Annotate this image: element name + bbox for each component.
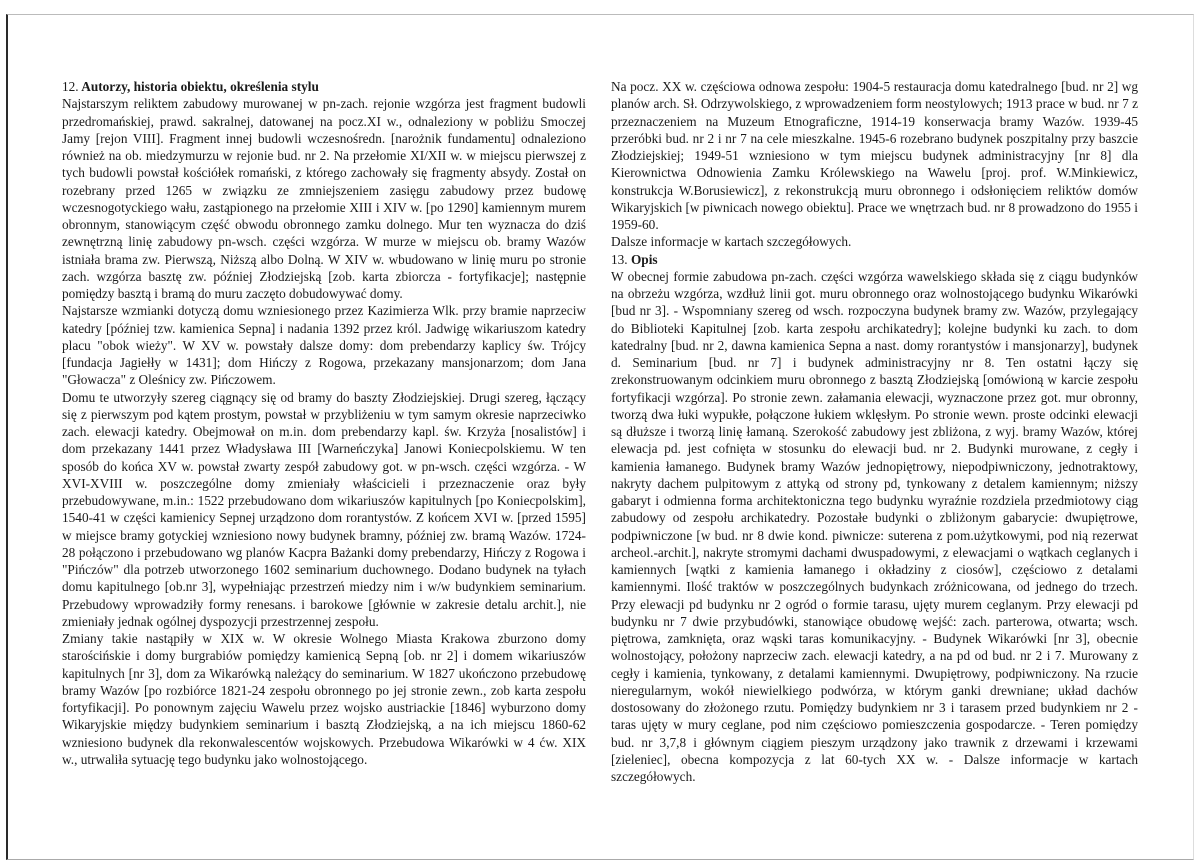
section-13-number: 13. [611, 251, 628, 267]
section-13-title: Opis [630, 251, 658, 267]
left-paragraph-4: Zmiany takie nastąpiły w XIX w. W okresie Wolnego Miasta Krakowa zburzono domy starościńskie i domy burgrabiów pomiędzy kamienicą Sepną [ob. nr 2] i domem wikariuszów kapitulnych [nr 3], dom za Wikarówką należący do seminarium. W 1827 ukończono przebudowę bramy Wazów [po rozbiórce 1821-24 zespołu obronnego po jej stronie zewn., zob karta zespołu fortyfikacji]. Po ponownym zajęciu Wawelu przez wojsko austriackie [1846] wyburzono domy Wikaryjskie między budynkiem seminarium i basztą Złodziejską, a na ich miejscu 1860-62 wzniesiono budynek dla rekonwalescentów wojskowych. Przebudowa Wikarówki w 4 ćw. XIX w., utrwaliła sytuację tego budynku jako wolnostojącego. [62, 631, 586, 767]
left-column [62, 78, 586, 768]
right-paragraph-2: Dalsze informacje w kartach szczegółowych. [611, 234, 852, 250]
right-paragraph-1: Na pocz. XX w. częściowa odnowa zespołu: 1904-5 restauracja domu katedralnego [bud. nr 2] wg planów arch. Sł. Odrzywolskiego, z wprowadzeniem form neostylowych; 1913 prace w bud. nr 7 z przeznaczeniem na Muzeum Etnograficzne, 1914-19 konserwacja bramy Wazów. 1939-45 przeróbki bud. nr 2 i nr 7 na cele mieszkalne. 1945-6 rozebrano budynek poszpitalny przy baszcie Złodziejskiej; 1949-51 wzniesiono w tym miejscu budynek administracyjny [nr 8] dla Kierownictwa Odnowienia Zamku Królewskiego na Wawelu [proj. prof. W.Minkiewicz, konstrukcja W.Borusiewicz], z rekonstrukcją muru obronnego i odsłonięciem reliktów domów Wikaryjskich [w piwnicach nowego obiektu]. Prace we wnętrzach bud. nr 8 prowadzono do 1955 i 1959-60. [611, 79, 1138, 232]
left-paragraph-2: Najstarsze wzmianki dotyczą domu wzniesionego przez Kazimierza Wlk. przy bramie naprzeciw katedry [później tzw. kamienica Sepna] i nadania 1392 przez król. Jadwigę wikariuszom katedry placu "obok wieży". W XV w. powstały dalsze domy: dom prebendarzy kaplicy św. Trójcy [fundacja Jagiełły w 1431]; dom Hińczy z Rogowa, przekazany mansjonarzom; dom Jana "Głowacza" z Oleśnicy zw. Pińczowem. [62, 303, 586, 388]
right-paragraph-3: W obecnej formie zabudowa pn-zach. części wzgórza wawelskiego składa się z ciągu budynków na obrzeżu wzgórza, wzdłuż linii got. muru obronnego oraz wolnostojącego budynku Wikarówki [bud nr 3]. - Wspomniany szereg od wsch. rozpoczyna budynek bramy zw. Wazów, przylegający do Biblioteki Kapitulnej [zob. karta zespołu archikatedry]; kolejne budynki ku zach. to dom katedralny [bud. nr 2, dawna kamienica Sepna a nast. domy rorantystów i mansjonarzy], budynek d. Seminarium [bud. nr 7] i budynek administracyjny nr 8. Ten ostatni łączy się zrekonstruowanym odcinkiem muru obronnego z basztą Złodziejską [omówioną w karcie zespołu fortyfikacji wzgórza]. Po stronie zewn. załamania elewacji, wyznaczone przez got. mur obronny, tworzą dwa łuki wypukłe, połączone łukiem wklęsłym. Po stronie wewn. proste odcinki elewacji są dłuższe i tworzą linię łamaną. Szerokość zabudowy jest zbliżona, z wyj. bramy Wazów, której elewacja pd. jest cofnięta w stosunku do elewacji bud. nr 2. Budynki murowane, z cegły i kamienia łamanego. Budynek bramy Wazów jednopiętrowy, niepodpiwniczony, jednotraktowy, nakryty dachem pulpitowym z attyką od strony pd, tynkowany z detalem kamiennym; niższy gabaryt i odmienna forma architektoniczna tego budynku wyraźnie rozdziela przedmiotowy ciąg zabudowy od zespołu archikatedry. Pozostałe budynki o zbliżonym gabarycie: dwupiętrowe, podpiwniczone [w bud. nr 8 dwie kond. piwnicze: suterena z pom.użytkowymi, pod nią rezerwat archeol.-archit.], nakryte stromymi dachami dwuspadowymi, z elewacjami o wątkach ceglanych i kamiennych [wątki z kamienia łamanego i okładziny z ciosów], częściowo z detalami kamiennymi. Ilość traktów w poszczególnych budynkach zróżnicowana, od jednego do trzech. Przy elewacji pd budynku nr 2 ogród o formie tarasu, ujęty murem ceglanym. Przy elewacji pd budynku nr 7 dwie przybudówki, stanowiące obudowę wejść: zach. parterowa, otwarta; wsch. piętrowa, zamknięta, oraz wąski taras komunikacyjny. - Budynek Wikarówki [nr 3], obecnie wolnostojący, położony naprzeciw zach. elewacji katedry, a na pd od bud. nr 2 i 7. Murowany z cegły i kamienia, tynkowany, z detalami kamiennymi. Dwupiętrowy, podpiwniczony. Na rzucie nieregularnym, wokół niewielkiego podwórza, w którym ganki drewniane; układ dachów dostosowany do złożonego rzutu. Pomiędzy budynkiem nr 3 i tarasem przed budynkiem nr 2 - taras ujęty w mury ceglane, pod nim częściowo pomieszczenia gospodarcze. - Teren pomiędzy bud. nr 3,7,8 i głównym ciągiem pieszym urządzony jako trawnik z drzewami i krzewami [zieleniec], obecna kompozycja z lat 60-tych XX w. - Dalsze informacje w kartach szczegółowych. [611, 268, 1138, 784]
right-column [611, 78, 1138, 785]
left-paragraph-3: Domu te utworzyły szereg ciągnący się od bramy do baszty Złodziejskiej. Drugi szereg, łączący się z pierwszym pod kątem prostym, powstał w przybliżeniu w tym samym okresie naprzeciwko zach. elewacji katedry. Obejmował on m.in. dom prebendarzy kapl. św. Krzyża [nosalistów] i dom przekazany 1441 przez Władysława III [Warneńczyka] Janowi Koniecpolskiemu. W ten sposób do końca XV w. powstał zwarty zespół zabudowy got. w pn-wsch. części wzgórza. - W XVI-XVIII w. poszczególne domy zmieniały właścicieli i przeznaczenie oraz były przebudowywane, m.in.: 1522 przebudowano dom wikariuszów kapitulnych [po Koniecpolskim], 1540-41 w części kamienicy Sepnej urządzono dom rorantystów. Z końcem XVI w. [przed 1595] w miejsce bramy gotyckiej wzniesiono nowy budynek bramny, później zw. bramą Wazów. 1724-28 połączono i przebudowano wg planów Kacpra Bażanki domy prebendarzy, Hińczy z Rogowa i "Pińczów" dla potrzeb utworzonego 1602 seminarium duchownego. Dodano budynek na tyłach domu kapitulnego [ob.nr 3], wypełniając przestrzeń miedzy nim i w/w budynkiem seminarium. Przebudowy wprowadziły formy renesans. i barokowe [głównie w zakresie detalu archit.], nie zmieniały jednak ogólnej dyspozycji przestrzennej zespołu. [62, 389, 586, 629]
section-12-number: 12. [62, 79, 79, 94]
section-12-heading [62, 78, 586, 95]
section-12-title: Autorzy, historia obiektu, określenia stylu [81, 79, 319, 94]
left-paragraph-1: Najstarszym reliktem zabudowy murowanej w pn-zach. rejonie wzgórza jest fragment budowli przedromańskiej, prawd. sakralnej, datowanej na pocz.XI w., odnaleziony w pobliżu Smoczej Jamy [rejon VIII]. Fragment innej budowli wczesnośredn. [narożnik fundamentu] odnaleziono również na ob. miedzymurzu w rejonie bud. nr 2. Na przełomie XI/XII w. w miejscu pierwszej z tych budowli powstał kościółek romański, z którego zachowały się fragmenty absydy. Został on rozebrany przed 1265 w związku ze zmniejszeniem zasięgu zabudowy przez budowę wczesnogotyckiego wału, zastąpionego na przełomie XIII i XIV w. [po 1290] kamiennym murem obronnym, stanowiącym część obwodu obronnego zamku dolnego. Mur ten wyznacza do dziś zewnętrzną linię zabudowy pn-wsch. części wzgórza. W murze w miejscu ob. bramy Wazów istniała brama zw. Pierwszą, Niższą albo Dolną. W XIV w. wbudowano w linię muru po stronie zach. wzgórza basztę zw. później Złodziejską [zob. karta zbiorcza - fortyfikacje]; następnie pomiędzy basztą i bramą do muru zaczęto dobudowywać domy. [62, 96, 586, 301]
section-13-heading [611, 251, 1138, 268]
